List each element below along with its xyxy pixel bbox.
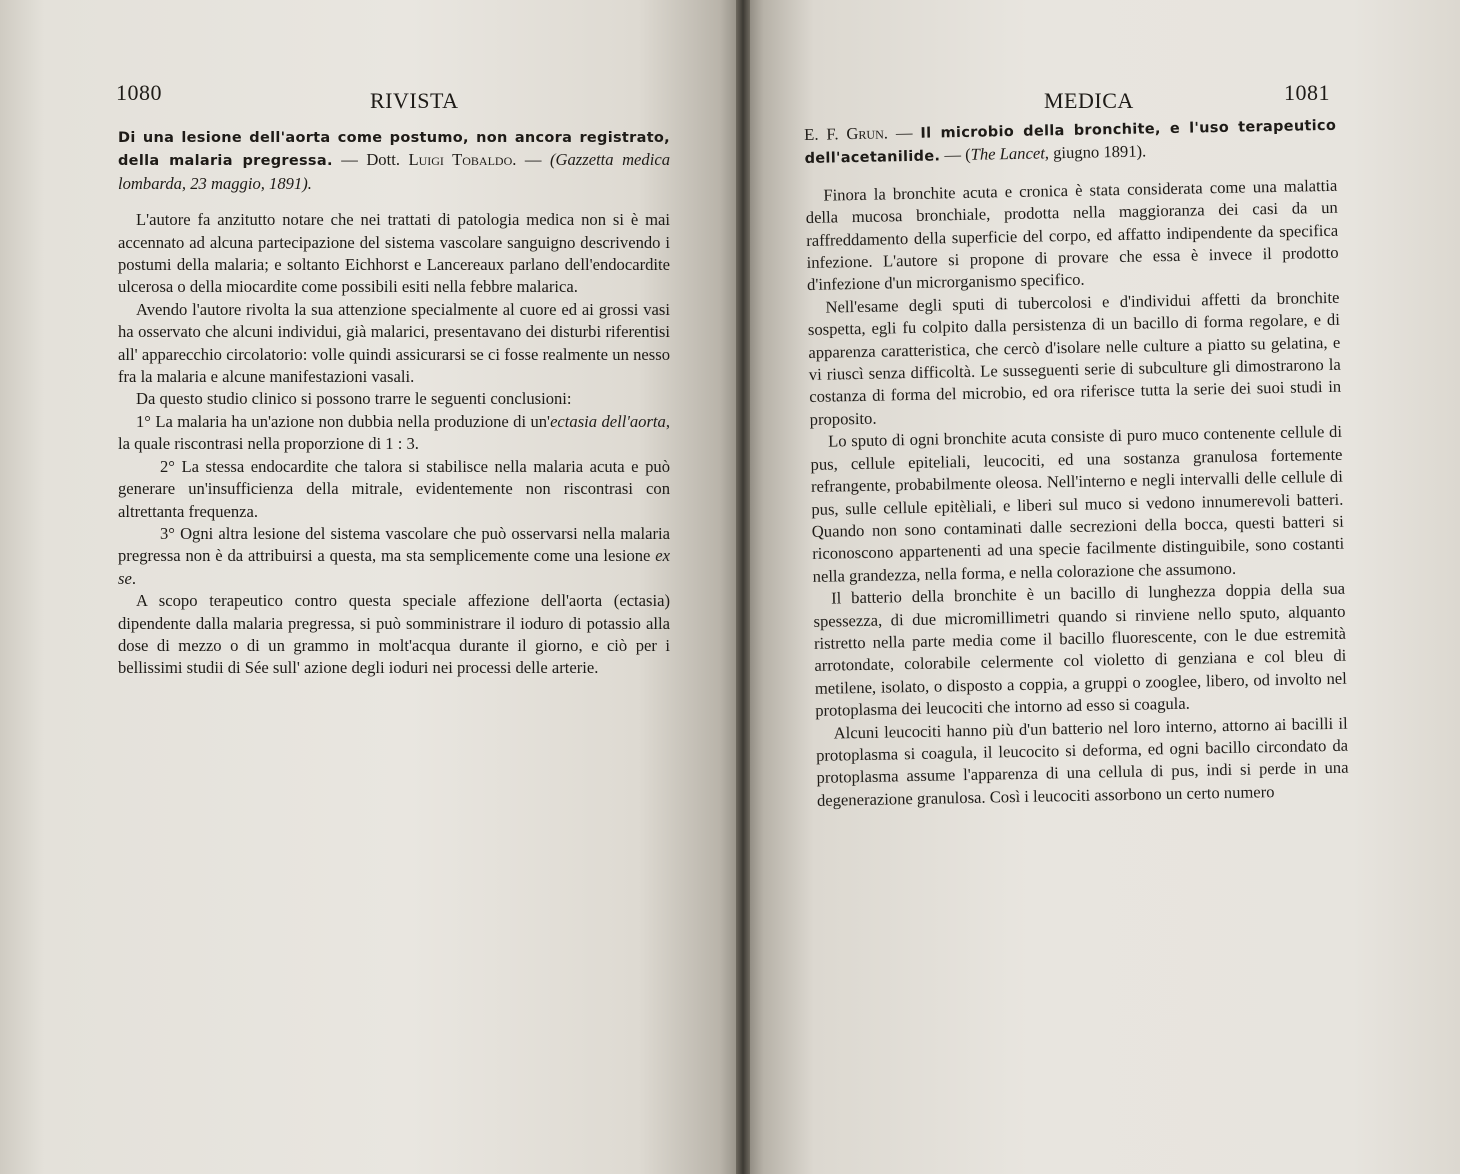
page-number-left: 1080 [116,80,162,105]
article-heading-left: Di una lesione dell'aorta come postumo, non ancora registrato, della malaria pregressa. — Dott. Luigi Tobaldo. — (Gazzetta medica lombarda, 23 maggio, 1891). [118,130,670,193]
paragraph: L'autore fa anzitutto notare che nei trattati di patologia medica non si è mai accennato ad alcuna partecipazione del sistema vascolare sanguigno descrivendo i postumi della malaria; e soltanto Eichhorst e Lancereaux parlano dell'endocardite ulcerosa o della miocardite come possibili esiti nella febbre malarica. [118,210,670,297]
article-title-right: Il microbio della bronchite, e l'uso terapeutico dell'acetanilide. [804,117,1337,168]
paragraph: Avendo l'autore rivolta la sua attenzione specialmente al cuore ed ai grossi vasi ha osservato che alcuni individui, già malarici, presentavano dei disturbi riferentisi all' apparecchio circolatorio: volle quindi assicurarsi se ci fosse realmente un nesso fra la malaria e alcune manifestazioni vasali. [118,299,670,387]
conclusion-1: 1° La malaria ha un'azione non dubbia nella produzione di un'ectasia dell'aorta, la quale riscontrasi nella proporzione di 1 : 3. [118,411,670,454]
paragraph: Il batterio della bronchite è un bacillo di lunghezza doppia della sua spessezza, di due micromillimetri quando si rinviene nello sputo, alquanto ristretto nella parte media come il bacillo fluorescente, con le due estremità arrotondate, colorabile celermente col violetto di genziana e col bleu di metilene, isolato, o disposto a coppia, a gruppi o zooglee, libero, od involto nel protoplasma dei leucociti che intorno ad esso si coagula. [813,578,1347,721]
page-number-right: 1081 [1284,80,1330,105]
paragraph: Alcuni leucociti hanno più d'un batterio nel loro interno, attorno ai bacilli il protoplasma si coagula, il leucocito si deforma, ed ogni bacillo circondato da protoplasma assume l'apparenza di una cellula di pus, indi si perde in una degenerazione granulosa. Così i leucociti assorbono un certo numero [815,713,1349,810]
article-author-right: E. F. Grun [804,123,884,144]
paragraph: Finora la bronchite acuta e cronica è stata considerata come una malattia della mucosa bronchiale, prodotta nella maggioranza dei casi da un raffreddamento della superficie del corpo, ed affatto indipendente da specifica infezione. L'autore si propone di provare che essa è invece il prodotto d'infezione d'un microrganismo specifico. [805,175,1339,295]
right-column [804,114,1349,812]
article-author-left: Luigi Tobaldo [408,150,513,170]
paragraph: Nell'esame degli sputi di tubercolosi e d'individui affetti da bronchite sospetta, egli fu colpito dalla persistenza di un bacillo di forma regolare, e di apparenza caratteristica, che cercò d'isolare nelle culture a piatto su gelatina, e vi riuscì senza difficoltà. Le susseguenti serie di subculture gli dimostrarono la costanza di forma del microbio, ed ora riferisce tutta la serie dei suoi studi in proposito. [807,287,1342,429]
book-gutter [736,0,750,1174]
article-heading-right: E. F. Grun. — Il microbio della bronchite, e l'uso terapeutico dell'acetanilide. — (The Lancet, giugno 1891). [804,117,1337,168]
running-title-right: MEDICA [1044,88,1134,113]
paragraph: Da questo studio clinico si possono trarre le seguenti conclusioni: [136,389,572,409]
left-column [118,126,670,680]
closing-paragraph: A scopo terapeutico contro questa speciale affezione dell'aorta (ectasia) dipendente dalla malaria pregressa, si può somministrare il ioduro di potassio alla dose di mezzo o di un grammo in molt'acqua durante il giorno, e ciò per i bellissimi studii di Sée sull' azione degli ioduri nei processi delle arterie. [118,591,670,678]
article-source-left: (Gazzetta medica lombarda, 23 maggio, 1891). [118,150,670,193]
paragraph: Lo sputo di ogni bronchite acuta consiste di puro muco contenente cellule di pus, cellule epiteliali, leucociti, ed una sostanza granulosa fortemente refrangente, probabilmente oleosa. Nell'interno e negli intervalli delle cellule di pus, sulle cellule epitèliali, e liberi sul muco si vedono innumerevoli batteri. Quando non sono contaminati dalle secrezioni della bocca, questi batteri si riconoscono appartenenti ad una specie facilmente distinguibile, sono costanti nella grandezza, nella forma, e nella colorazione che assumono. [810,422,1345,586]
conclusion-3: 3° Ogni altra lesione del sistema vascolare che può osservarsi nella malaria pregressa non è da attribuirsi a questa, ma sta semplicemente come una lesione ex se. [118,523,670,588]
article-title-left: Di una lesione dell'aorta come postumo, non ancora registrato, della malaria pregressa. [118,130,670,170]
article-source-right: The Lancet [970,143,1046,165]
right-page [742,0,1460,1174]
running-title-left: RIVISTA [370,88,459,113]
conclusion-2: 2° La stessa endocardite che talora si stabilisce nella malaria acuta e può generare un'insufficienza della mitrale, evidentemente non riscontrasi con altrettanta frequenza. [118,456,670,521]
